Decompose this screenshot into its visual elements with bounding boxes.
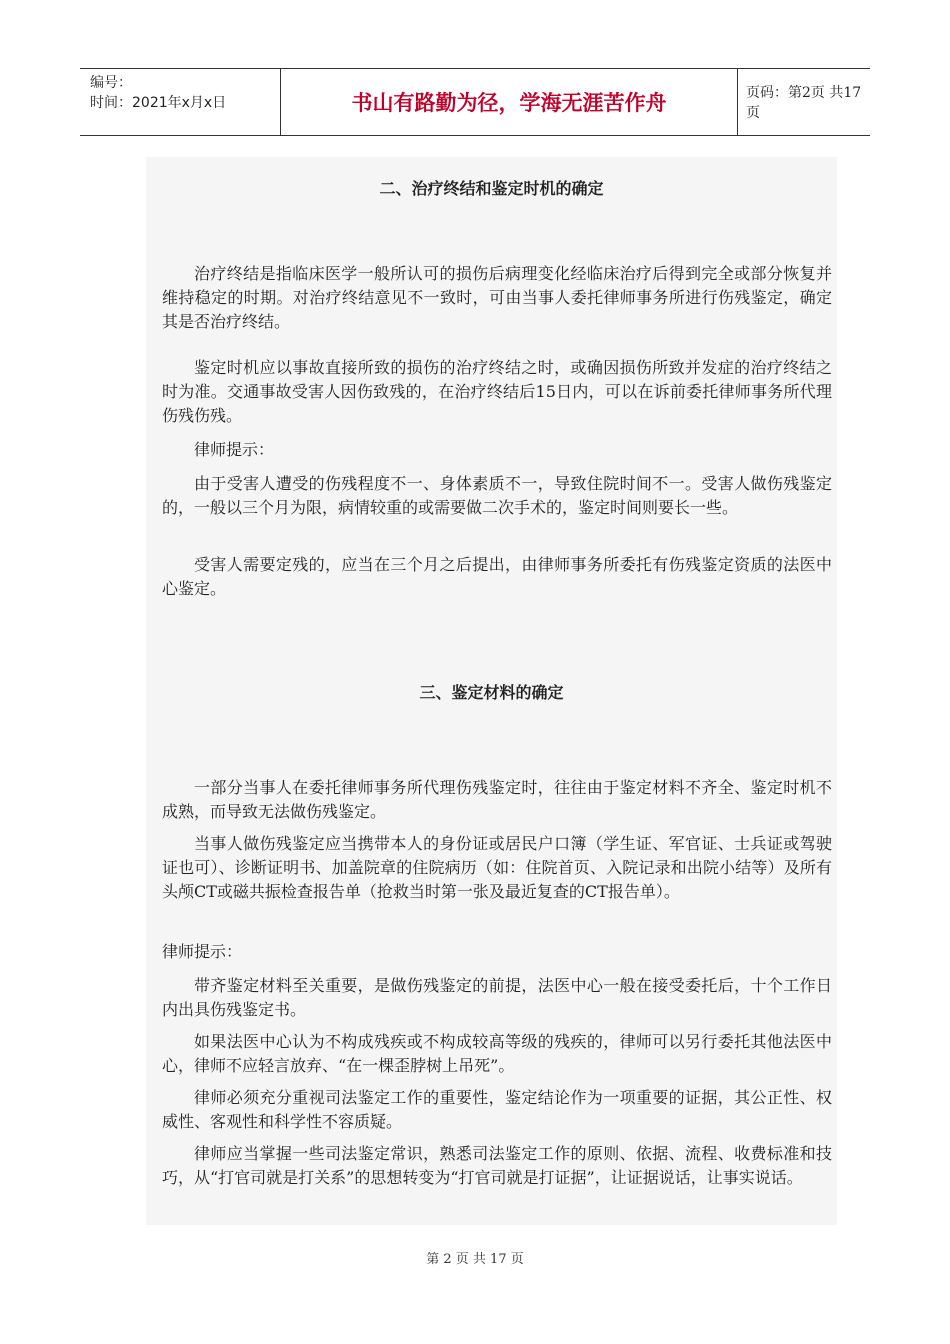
header-number: 编号： <box>90 75 132 91</box>
section-heading-3: 三、鉴定材料的确定 <box>419 683 564 702</box>
paragraph: 律师必须充分重视司法鉴定工作的重要性，鉴定结论作为一项重要的证据，其公正性、权威性、客观性和科学性不容质疑。 <box>162 1088 832 1131</box>
paragraph: 治疗终结是指临床医学一般所认可的损伤后病理变化经临床治疗后得到完全或部分恢复并维持稳定的时期。对治疗终结意见不一致时，可由当事人委托律师事务所进行伤残鉴定，确定其是否治疗终结。 <box>162 264 832 331</box>
page-header <box>80 68 870 136</box>
lawyer-tip-label: 律师提示： <box>194 440 275 459</box>
section-heading-2: 二、治疗终结和鉴定时机的确定 <box>379 179 604 198</box>
paragraph: 当事人做伤残鉴定应当携带本人的身份证或居民户口簿（学生证、军官证、士兵证或驾驶证也可）、诊断证明书、加盖院章的住院病历（如：住院首页、入院记录和出院小结等）及所有头颅CT或磁共振检查报告单（抢救当时第一张及最近复查的CT报告单）。 <box>162 834 832 901</box>
paragraph: 由于受害人遭受的伤残程度不一、身体素质不一，导致住院时间不一。受害人做伤残鉴定的，一般以三个月为限，病情较重的或需要做二次手术的，鉴定时间则要长一些。 <box>162 474 832 517</box>
paragraph: 一部分当事人在委托律师事务所代理伤残鉴定时，往往由于鉴定材料不齐全、鉴定时机不成熟，而导致无法做伤残鉴定。 <box>162 778 832 821</box>
header-page-info: 页码：第2页 共17页 <box>746 85 862 121</box>
paragraph: 鉴定时机应以事故直接所致的损伤的治疗终结之时，或确因损伤所致并发症的治疗终结之时为准。交通事故受害人因伤致残的，在治疗终结后15日内，可以在诉前委托律师事务所代理伤残伤残。 <box>162 358 832 425</box>
paragraph: 律师应当掌握一些司法鉴定常识，熟悉司法鉴定工作的原则、依据、流程、收费标准和技巧，从“打官司就是打关系”的思想转变为“打官司就是打证据”，让证据说话，让事实说话。 <box>162 1144 832 1187</box>
header-motto: 书山有路勤为径，学海无涯苦作舟 <box>280 69 738 135</box>
page-footer: 第 2 页 共 17 页 <box>426 1252 524 1267</box>
header-meta <box>80 69 280 135</box>
header-time: 时间：2021年x月x日 <box>90 95 227 111</box>
paragraph: 受害人需要定残的，应当在三个月之后提出，由律师事务所委托有伤残鉴定资质的法医中心鉴定。 <box>162 555 832 598</box>
paragraph: 如果法医中心认为不构成残疾或不构成较高等级的残疾的，律师可以另行委托其他法医中心，律师不应轻言放弃、“在一棵歪脖树上吊死”。 <box>162 1032 832 1075</box>
lawyer-tip-label: 律师提示： <box>162 942 243 961</box>
paragraph: 带齐鉴定材料至关重要，是做伤残鉴定的前提，法医中心一般在接受委托后，十个工作日内出具伤残鉴定书。 <box>162 976 832 1019</box>
